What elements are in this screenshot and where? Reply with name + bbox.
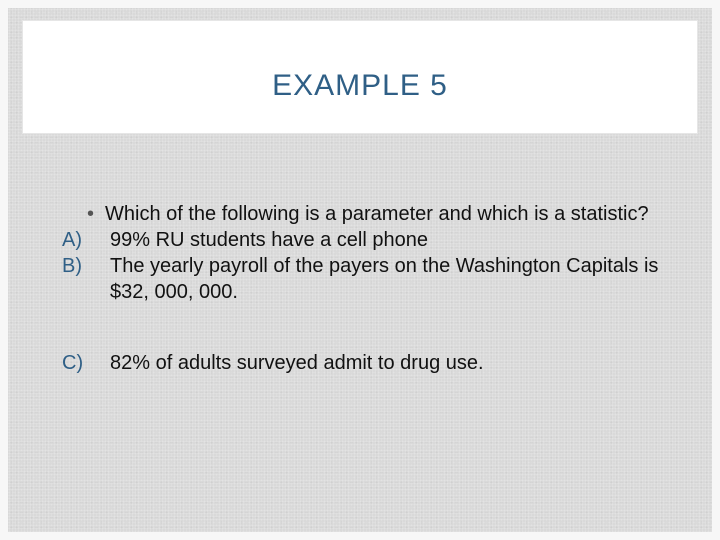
option-b-label: B) bbox=[62, 255, 82, 277]
option-c-text: 82% of adults surveyed admit to drug use. bbox=[110, 352, 484, 374]
slide-title: EXAMPLE 5 bbox=[272, 69, 448, 102]
option-a-text: 99% RU students have a cell phone bbox=[110, 229, 428, 251]
slide bbox=[8, 8, 712, 532]
option-a-label: A) bbox=[62, 229, 82, 251]
option-c-label: C) bbox=[62, 352, 84, 374]
option-b bbox=[62, 253, 685, 305]
question-text: Which of the following is a parameter and which is a statistic? bbox=[105, 203, 649, 225]
option-c bbox=[62, 350, 685, 376]
option-b-text: The yearly payroll of the payers on the Washington Capitals is $32, 000, 000. bbox=[110, 255, 659, 303]
bullet-marker: • bbox=[87, 203, 95, 225]
slide-body bbox=[62, 201, 685, 376]
spacer bbox=[85, 305, 685, 350]
title-box bbox=[22, 20, 698, 134]
option-a bbox=[62, 227, 685, 253]
question-row bbox=[85, 201, 685, 227]
